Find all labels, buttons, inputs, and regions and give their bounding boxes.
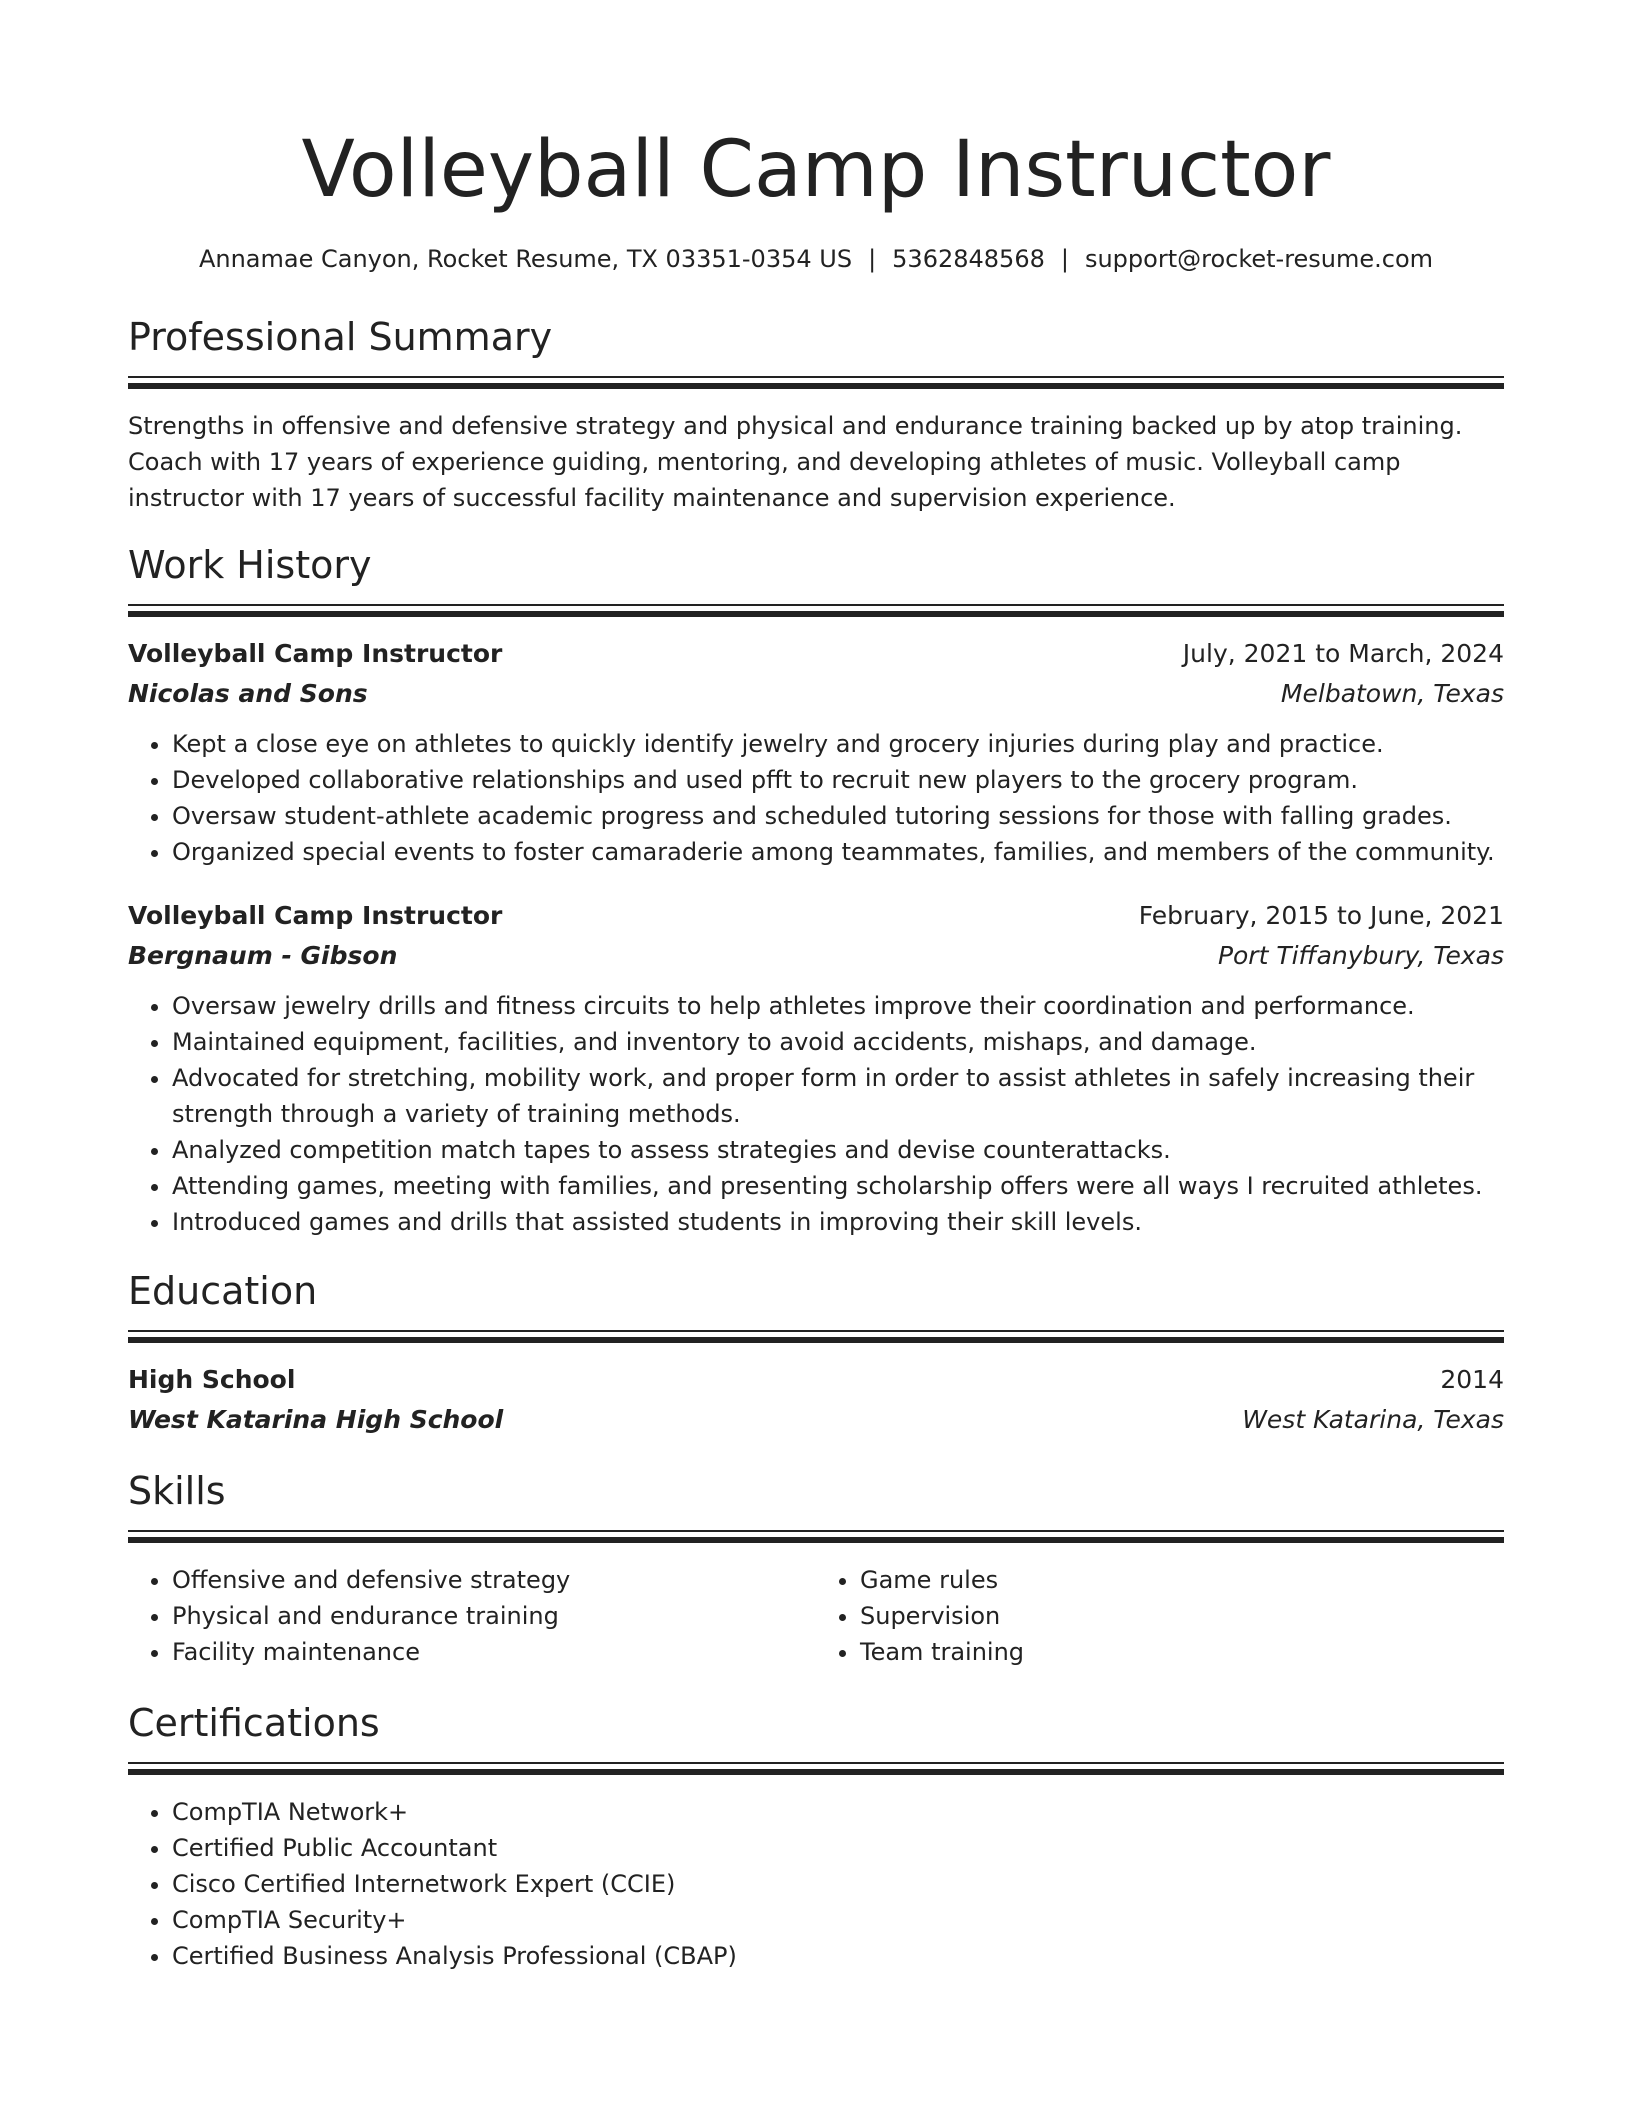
list-item: • Introduced games and drills that assisted students in improving their skill levels. xyxy=(172,1204,1504,1240)
job-dates: July, 2021 to March, 2024 xyxy=(1182,639,1504,668)
list-item: • Team training xyxy=(860,1634,1504,1670)
list-item: • Game rules xyxy=(860,1562,1504,1598)
section-divider xyxy=(128,1762,1504,1776)
list-item: • Certified Public Accountant xyxy=(172,1830,1504,1866)
section-divider xyxy=(128,376,1504,390)
contact-separator: | xyxy=(868,245,877,273)
list-item: • Physical and endurance training xyxy=(172,1598,816,1634)
work-history-heading: Work History xyxy=(128,543,372,587)
contact-phone: 5362848568 xyxy=(892,245,1045,273)
skills-heading: Skills xyxy=(128,1469,226,1513)
education-degree: High School xyxy=(128,1365,296,1394)
skills-section xyxy=(128,1466,1504,1670)
job-location: Melbatown, Texas xyxy=(1280,679,1504,708)
list-item: • Oversaw student-athlete academic progress and scheduled tutoring sessions for those with falling grades. xyxy=(172,798,1504,834)
job-bullets xyxy=(128,726,1504,870)
list-item: • Analyzed competition match tapes to assess strategies and devise counterattacks. xyxy=(172,1132,1504,1168)
education-school: West Katarina High School xyxy=(128,1405,504,1434)
skills-grid xyxy=(128,1562,1504,1670)
section-divider xyxy=(128,1530,1504,1544)
certifications-heading: Certifications xyxy=(128,1701,380,1745)
job-subheader xyxy=(128,676,1504,712)
list-item: • Advocated for stretching, mobility work, and proper form in order to assist athletes in safely increasing their strength through a variety of training methods. xyxy=(172,1060,1504,1132)
education-subheader xyxy=(128,1402,1504,1438)
job-subheader xyxy=(128,938,1504,974)
list-item: • Maintained equipment, facilities, and inventory to avoid accidents, mishaps, and damage. xyxy=(172,1024,1504,1060)
education-year: 2014 xyxy=(1440,1365,1504,1394)
summary-heading: Professional Summary xyxy=(128,315,553,359)
certifications-list xyxy=(128,1794,1504,1974)
job-entry xyxy=(128,636,1504,870)
list-item: • Certified Business Analysis Professional (CBAP) xyxy=(172,1938,1504,1974)
list-item: • CompTIA Security+ xyxy=(172,1902,1504,1938)
skills-list-right xyxy=(816,1562,1504,1670)
job-header xyxy=(128,636,1504,672)
resume-name: Volleyball Camp Instructor xyxy=(301,125,1331,215)
education-header xyxy=(128,1362,1504,1398)
job-title: Volleyball Camp Instructor xyxy=(128,901,503,930)
job-location: Port Tiffanybury, Texas xyxy=(1217,941,1504,970)
summary-text: Strengths in offensive and defensive strategy and physical and endurance training backed up by atop training. Coach with 17 years of experience guiding, mentoring, and developing athletes of music. Volleyball camp instructor with 17 years of successful facility maintenance and supervision experience. xyxy=(128,412,1463,512)
skills-list-left xyxy=(128,1562,816,1670)
list-item: • CompTIA Network+ xyxy=(172,1794,1504,1830)
list-item: • Developed collaborative relationships and used pfft to recruit new players to the grocery program. xyxy=(172,762,1504,798)
education-entry xyxy=(128,1362,1504,1438)
contact-separator: | xyxy=(1060,245,1069,273)
list-item: • Facility maintenance xyxy=(172,1634,816,1670)
contact-address: Annamae Canyon, Rocket Resume, TX 03351-0354 US xyxy=(198,245,853,273)
list-item: • Supervision xyxy=(860,1598,1504,1634)
list-item: • Attending games, meeting with families, and presenting scholarship offers were all ways I recruited athletes. xyxy=(172,1168,1504,1204)
education-heading: Education xyxy=(128,1269,318,1313)
section-divider xyxy=(128,604,1504,618)
certifications-section xyxy=(128,1698,1504,1974)
list-item: • Offensive and defensive strategy xyxy=(172,1562,816,1598)
section-divider xyxy=(128,1330,1504,1344)
job-company: Nicolas and Sons xyxy=(128,679,368,708)
job-bullets xyxy=(128,988,1504,1240)
summary-section xyxy=(128,312,1504,516)
job-header xyxy=(128,898,1504,934)
list-item: • Organized special events to foster camaraderie among teammates, families, and members of the community. xyxy=(172,834,1504,870)
work-history-section xyxy=(128,540,1504,1240)
job-title: Volleyball Camp Instructor xyxy=(128,639,503,668)
job-entry xyxy=(128,898,1504,1240)
list-item: • Cisco Certified Internetwork Expert (CCIE) xyxy=(172,1866,1504,1902)
list-item: • Kept a close eye on athletes to quickly identify jewelry and grocery injuries during play and practice. xyxy=(172,726,1504,762)
job-dates: February, 2015 to June, 2021 xyxy=(1138,901,1504,930)
contact-email: support@rocket-resume.com xyxy=(1084,245,1434,273)
education-section xyxy=(128,1266,1504,1438)
list-item: • Oversaw jewelry drills and fitness circuits to help athletes improve their coordination and performance. xyxy=(172,988,1504,1024)
education-location: West Katarina, Texas xyxy=(1242,1405,1504,1434)
job-company: Bergnaum - Gibson xyxy=(128,941,398,970)
contact-line xyxy=(128,242,1504,276)
